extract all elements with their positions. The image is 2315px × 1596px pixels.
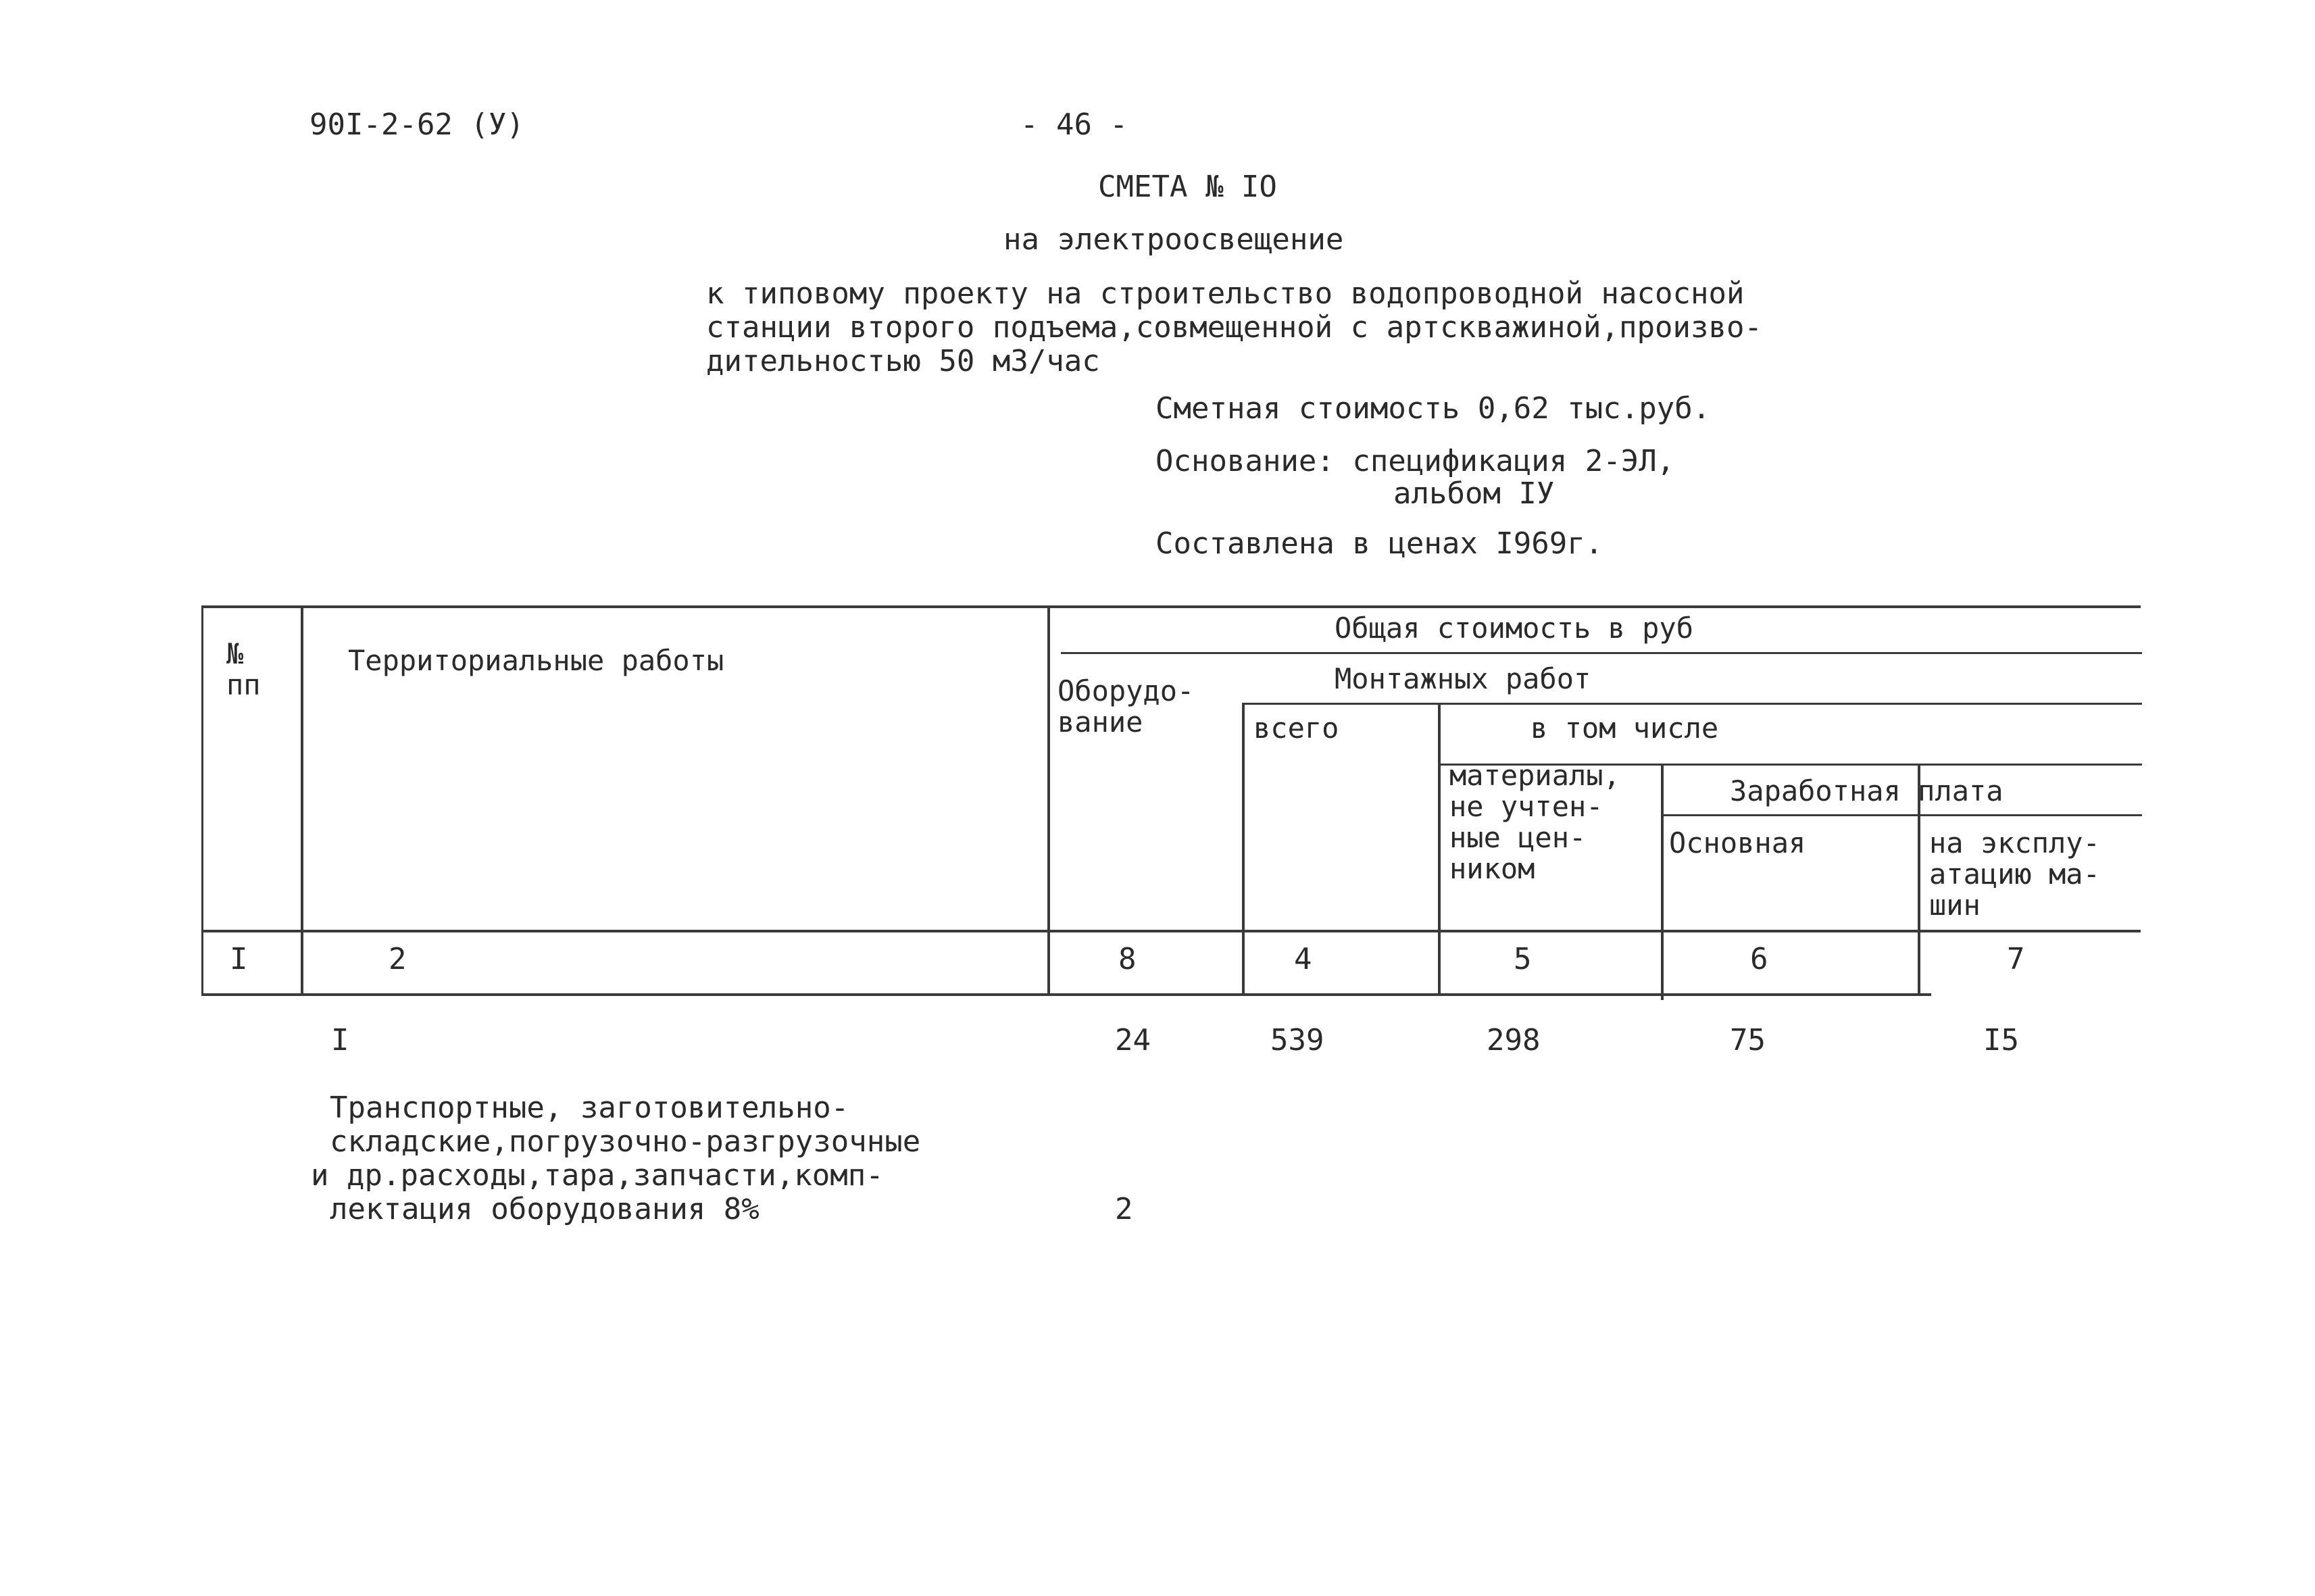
column-divider-2 [1047, 605, 1050, 996]
row1-all: 539 [1270, 1023, 1324, 1057]
header-materials: материалы, не учтен-ные цен-ником [1449, 759, 1620, 885]
header-all: всего [1253, 712, 1339, 745]
table-left-border [201, 605, 203, 996]
header-bottom-border [201, 930, 2141, 932]
basis-line-2: альбом IУ [1393, 476, 1555, 511]
column-number-4: 4 [1294, 942, 1312, 976]
installation-underline [1243, 703, 2142, 705]
column-divider-4 [1438, 703, 1441, 996]
row2-equipment: 2 [1115, 1192, 1133, 1226]
row1-basic: 75 [1730, 1023, 1766, 1057]
header-equipment: Оборудо-вание [1057, 674, 1195, 739]
header-installation: Монтажных работ [1335, 662, 1591, 695]
row2-text-line-4: лектация оборудования 8% [330, 1192, 760, 1226]
page-number: - 46 - [1020, 107, 1128, 142]
description-line-1: к типовому проекту на строительство водопроводной насосной [706, 276, 1745, 311]
table-top-border [201, 605, 2141, 608]
row2-text-line-3: и др.расходы,тара,запчасти,комп- [311, 1158, 884, 1193]
header-number: № пп [226, 637, 261, 701]
wages-underline [1662, 814, 2142, 816]
column-number-2: 2 [389, 942, 407, 976]
row2-text-line-1: Транспортные, заготовительно- [330, 1091, 849, 1125]
header-machine-operation: на эксплу-атацию ма-шин [1929, 826, 2100, 922]
header-works: Территориальные работы [348, 644, 724, 677]
column-number-1: I [230, 942, 248, 976]
number-row-bottom-border [201, 993, 1931, 996]
column-number-6: 6 [1750, 942, 1768, 976]
total-cost-underline [1061, 652, 2142, 654]
estimated-cost: Сметная стоимость 0,62 тыс.руб. [1155, 391, 1711, 426]
column-divider-5 [1661, 764, 1664, 1000]
header-including: в том числе [1530, 712, 1719, 745]
row2-text-line-2: складские,погрузочно-разгрузочные [330, 1124, 921, 1159]
header-basic: Основная [1669, 826, 1806, 859]
row1-machine-operation: I5 [1983, 1023, 2019, 1057]
column-divider-1 [301, 605, 303, 996]
header-total-cost: Общая стоимость в руб [1335, 612, 1694, 645]
row1-materials: 298 [1487, 1023, 1541, 1057]
row1-number: I [331, 1023, 349, 1057]
row1-equipment: 24 [1115, 1023, 1151, 1057]
column-number-5: 5 [1514, 942, 1532, 976]
description-line-3: дительностью 50 м3/час [706, 344, 1100, 378]
prices-year: Составлена в ценах I969г. [1155, 526, 1603, 561]
header-wages: Заработная плата [1730, 774, 2003, 807]
estimate-subtitle: на электроосвещение [1003, 222, 1344, 257]
estimate-title: СМЕТА № IO [1098, 170, 1277, 204]
column-number-3: 8 [1118, 942, 1137, 976]
column-number-7: 7 [2007, 942, 2025, 976]
description-line-2: станции второго подъема,совмещенной с артскважиной,произво- [706, 310, 1762, 345]
basis-line-1: Основание: спецификация 2-ЭЛ, [1155, 444, 1675, 478]
document-code: 90I-2-62 (У) [309, 107, 524, 142]
column-divider-3 [1242, 703, 1245, 996]
